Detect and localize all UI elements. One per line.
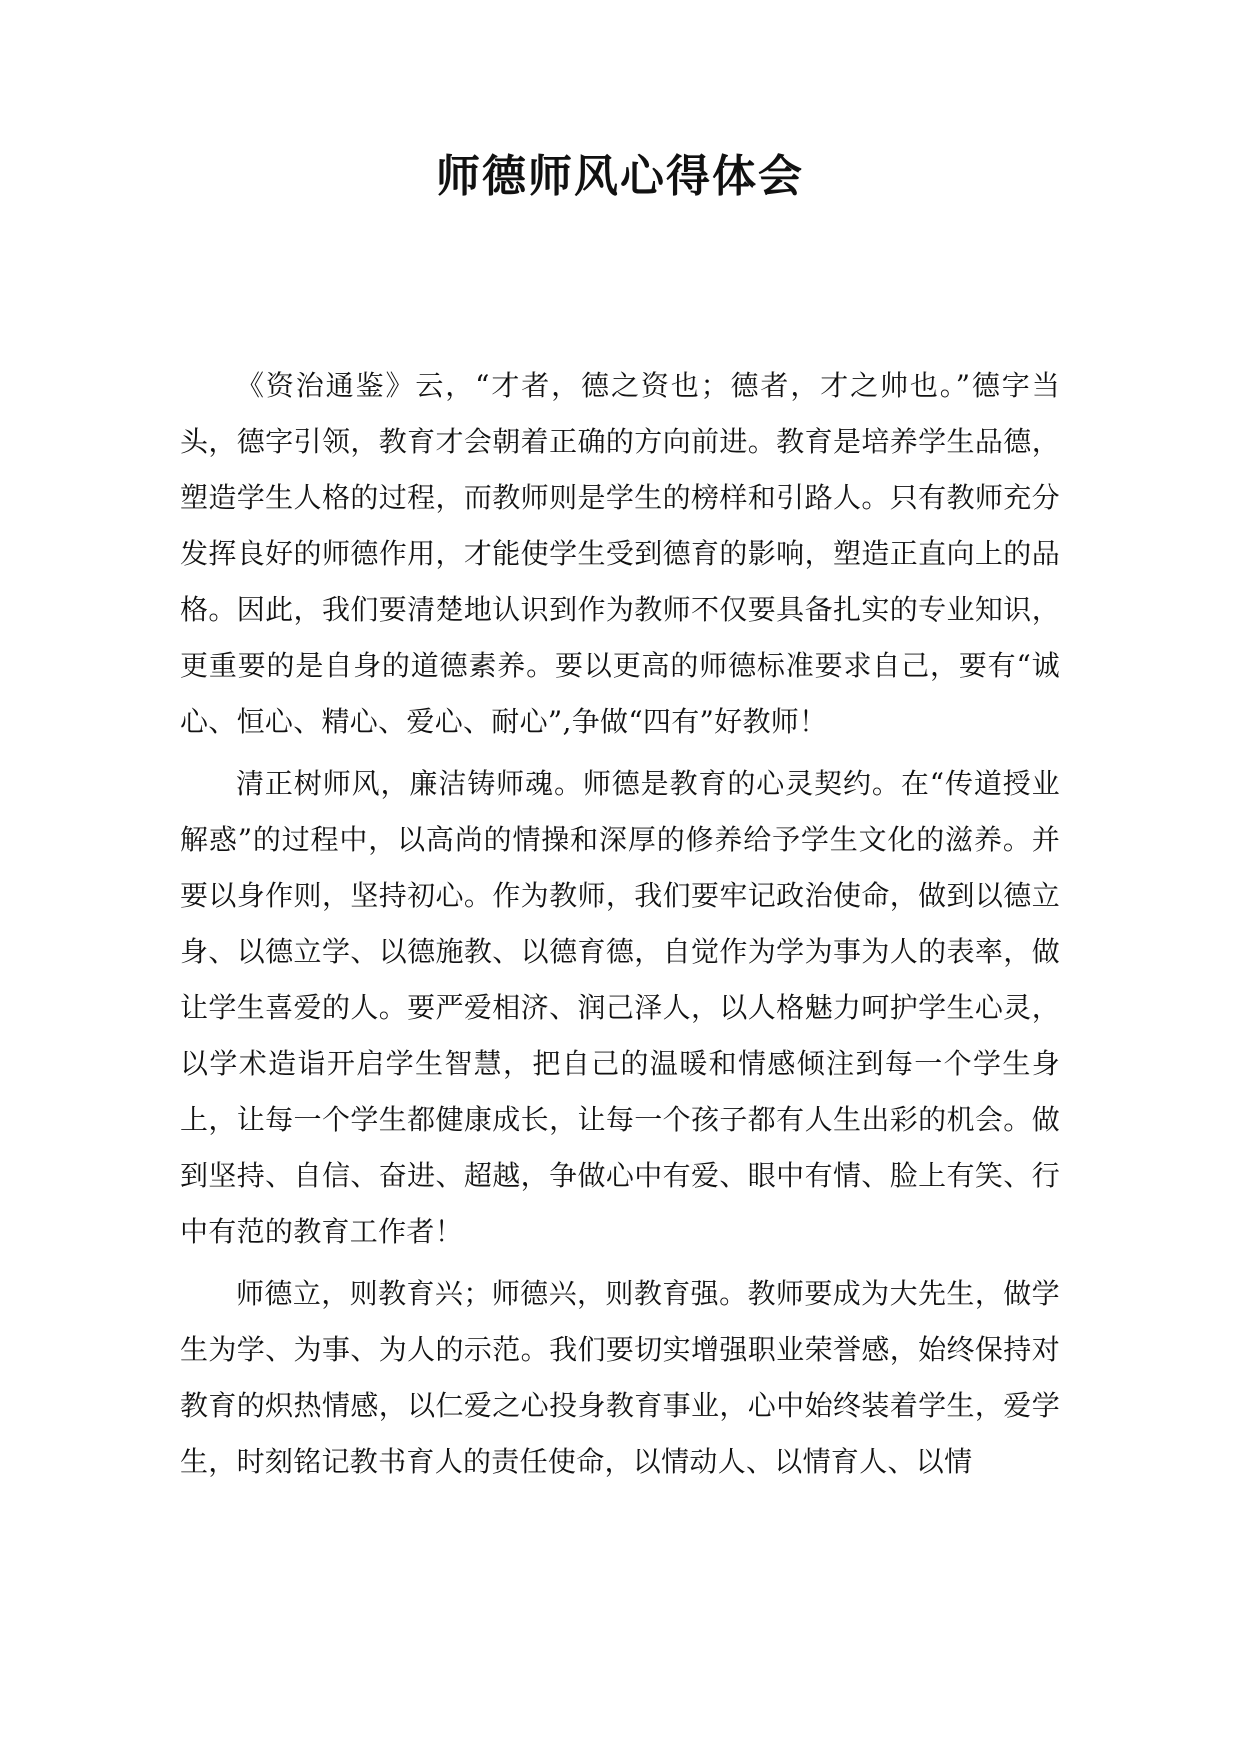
body-paragraph-2: 清正树师风，廉洁铸师魂。师德是教育的心灵契约。在“传道授业解惑”的过程中，以高尚的情操和深厚的修养给予学生文化的滋养。并要以身作则，坚持初心。作为教师，我们要牢记政治使命，做到以德立身、以德立学、以德施教、以德育德，自觉作为学为事为人的表率，做让学生喜爱的人。要严爱相济、润己泽人，以人格魅力呵护学生心灵，以学术造诣开启学生智慧，把自己的温暖和情感倾注到每一个学生身上，让每一个学生都健康成长，让每一个孩子都有人生出彩的机会。做到坚持、自信、奋进、超越，争做心中有爱、眼中有情、脸上有笑、行中有范的教育工作者！	[180, 767, 1060, 1248]
document-title: 师德师风心得体会	[436, 151, 804, 202]
body-paragraph-3: 师德立，则教育兴；师德兴，则教育强。教师要成为大先生，做学生为学、为事、为人的示范。我们要切实增强职业荣誉感，始终保持对教育的炽热情感，以仁爱之心投身教育事业，心中始终装着学生，爱学生，时刻铭记教书育人的责任使命，以情动人、以情育人、以情	[180, 1277, 1060, 1478]
document-body	[180, 358, 1060, 1490]
body-paragraph-1: 《资治通鉴》云，“才者，德之资也；德者，才之帅也。”德字当头，德字引领，教育才会朝着正确的方向前进。教育是培养学生品德，塑造学生人格的过程，而教师则是学生的榜样和引路人。只有教师充分发挥良好的师德作用，才能使学生受到德育的影响，塑造正直向上的品格。因此，我们要清楚地认识到作为教师不仅要具备扎实的专业知识，更重要的是自身的道德素养。要以更高的师德标准要求自己，要有“诚心、恒心、精心、爱心、耐心”,争做“四有”好教师！	[180, 369, 1060, 738]
